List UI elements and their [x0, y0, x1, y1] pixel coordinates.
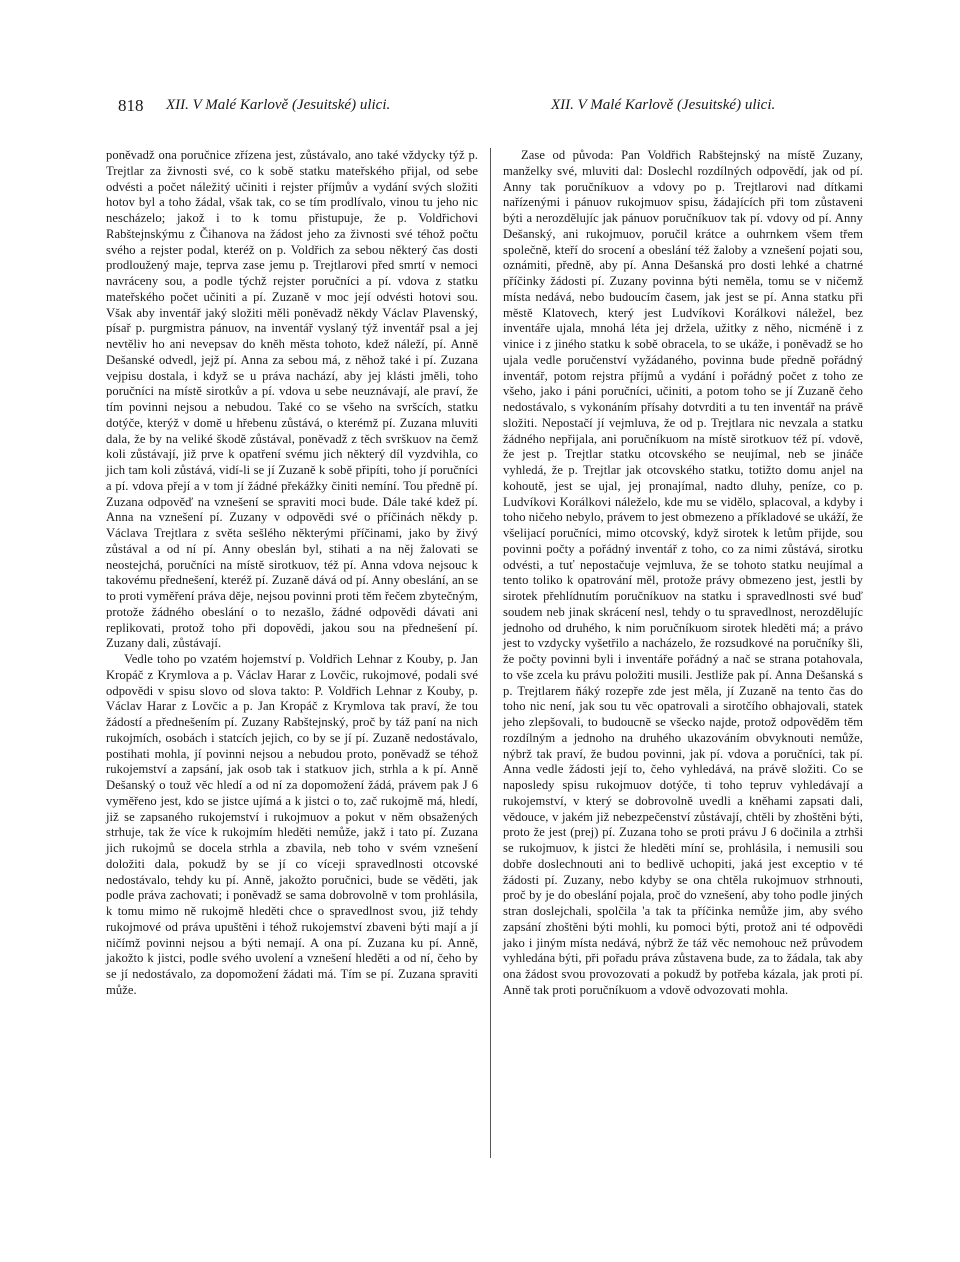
- column-divider: [490, 148, 491, 1158]
- right-column: [503, 148, 863, 999]
- page-number: 818: [118, 96, 144, 115]
- left-paragraph-1: poněvadž ona poručnice zřízena jest, zůstávalo, ano také vždycky týž p. Trejtlar za živnosti své, co k sobě statku mateřského přijal, od sebe odvésti a počet náležitý učiniti i rejster příjmův a vydání svých složiti hotov byl a toho žádal, však tak, co se tím prodlívalo, vinou tu jeho nic nescházelo; jakož i to k tomu přistupuje, že p. Voldřichovi Rabštejnskýmu z Čihanova na žádost jeho za živnosti své téhož počtu svého a rejster podal, kteréž on p. Voldřich za sebou některý čas dosti prodloužený maje, teprva zase jemu p. Trejtlarovi před smrtí v nemoci navráceny sou, a podle týchž rejster poručníci a pí. vdova z statku mateřského počet učiniti a pí. Zuzaně v moc její odvésti hotovi sou. Však aby inventář jaký složiti měli poněvadž někdy Václav Plavenský, písař p. purgmistra pánuov, na inventář vyslaný týž inventář psal a jej nevtěliv ho ani nevepsav do kněh města tohoto, kdež náleží, pí. Anně Dešanské odvedl, jejž pí. Anna za sebou má, z něhož také i pí. Zuzana vejpisu dostala, i když se u práva nachází, aby jej klásti jměli, toho poručníci na místě sirotkův a pí. vdova u sebe neuznávají, ale praví, že tím povinni nejsou a nebudou. Také co se všeho na svršcích, statku dotýče, kterýž v domě u hřebenu zůstává, o kterémž pí. Zuzana mluviti dala, že by na veliké škodě zůstával, poněvadž z těch svrškuov na čemž koli zůstávají, již prve k opatření svému jich některý díl vyzdvihla, co jich tam koli zůstává, vidí-li se jí Zuzaně k sobě připíti, toho jí poručníci a pí. vdova přejí a v tom jí žádné překážky činiti nemíní. Tou předně pí. Zuzana odpověď na vznešení se spraviti moci bude. Dále také kdež pí. Anna na vznešení pí. Zuzany v odpovědi své o příčinách někdy p. Václava Trejtlara z světa sešlého některými příčinami, jako by živý zůstával a od ní pí. Anny obeslán byl, stihati a na něj žalovati se neostejchá, poručníci na místě sirotkuov, též pí. Anna vdova nejsouc k takovému přednešení, kteréž pí. Zuzaně dává od pí. Anny obeslání, an se to proti vyměření práva děje, nejsou povinni proti těm řečem zbytečným, protože žádného obeslání o to nezašlo, žádné odpovědi dávati ani replikovati, protož toho při dopovědi, jakou sou na přednešení pí. Zuzany dali, zůstávají.: [106, 148, 478, 651]
- left-running-head: XII. V Malé Karlově (Jesuitské) ulici.: [166, 97, 391, 113]
- page-header: [0, 96, 960, 120]
- right-paragraph-1: Zase od původa: Pan Voldřich Rabštejnský na místě Zuzany, manželky své, mluviti dal: Doslechl rozdílných odpovědí, jak od pí. Anny tak poručníkuov a vdovy po p. Trejtlarovi nad dítkami nařízenými i pánuov rukojmuov spisu, žádajících při tom zůstaveni býti a nerozdělujíc jak pánuov poručníkuov tak pí. vdovy od pí. Anny Dešanský, ani rukojmuov, poručil krátce a ouhrnkem všem třem společně, kteří do srocení a obeslání též žaloby a vznešení pojati sou, oznámiti, předně, aby pí. Anna Dešanská pro dosti lehké a chatrné příčinky žádosti pí. Zuzany povinna býti neměla, tomu se v ničemž místa nedává, nebo budoucím časem, jak jest se pí. Anna statku při městě Klatovech, který jest Ludvíkovi Korálkovi náležel, bez inventáře ujala, mnohá léta jej držela, užitky z něho, nicméně i z vinice i z jiného statku k sobě obracela, to se ukáže, i poněvadž se ho ujala vedle poručenství vyžádaného, povinna bude předně pořádný inventář, potom rejstra příjmů a vydání i pořádný počet z toho ze všeho, jako i páni poručníci, učiniti, a potom toho se jí Zuzaně čeho nedostávalo, s vykonáním přísahy dotvrditi a tu ten inventář na právě složiti. Nepostačí jí vejmluva, že od p. Trejtlara nic nevzala a statku žádného nepřijala, ani poručníkuom na místě sirotkuov též pí. vdově, že jest p. Trejtlar statku otcovského se neujímal, neb se jináče vyhledá, že p. Trejtlar jak otcovského statku, totižto domu anjel na kohoutě, jest se ujal, jej pronajímal, nadto dluhy, peníze, co p. Ludvíkovi Korálkovi náleželo, kde mu se vidělo, splacoval, a kdyby i toho ničeho nebylo, právem to jest obmezeno a příkladové se ukáží, že všelijací poručníci, mimo otcovský, když sirotek k letům přijde, sou povinni počty a pořádný inventář z toho, co za nimi zůstává, sirotku odvésti, a tuť nepostačuje vejmluva, že se tohoto statku neujímal a tento toliko k opatrování měl, protože právy obmezeno jest, jestli by sirotek přehlídnutím poručníkuov na statku i spravedlnosti své buď soudem neb jinak skrácení nesl, tehdy o tu spravedlnost, nerozdělujíc jednoho od druhého, k nim poručníkuom sirotek hleděti má; a právo jest to vzdycky vyšetřilo a nacházelo, že rozsudkové na poručníky šli, že počty povinni byli i inventáře pořádný a nač se strana potahovala, to vše zcela ku právu položiti musili. Jestliže pak pí. Anna Dešanská s p. Trejtlarem ňáký rozepře zde jest měla, jí Zuzaně na tento čas do toho nic není, jak sou tu věc opatrovali a sirotčího obhajovali, statek jeho zlepšovali, to budoucně se všecko najde, protož odpověděm těm rozdílným a jednoho na druhého ukazováním obvyknouti nemůže, nýbrž tak praví, že budou povinni, jak pí. vdova a poručníci, tak pí. Anna vedle žádosti její to, čeho vyhledává, na právě složiti. Co se naposledy spisu rukojmuov dotýče, ti toho tepruv vyhledávají a rukojemství, v který se dobrovolně uvedli a kněhami zapsati dali, vědouce, v jakém již nebezpečenství zůstávají, chtěli by zhoštěni býti, proto že jest (prej) pí. Zuzana toho se proti právu J 6 dočinila a ztrhši se rukojmuov, k jistci že hleděti míní se, prohlásila, i nemusili sou dobře doslechnouti ani to bedlivě uchopiti, jaká jest exceptio v té žádosti pí. Zuzany, nebo kdyby se ona chtěla rukojmuov strhnouti, proč by je do obeslání pojala, proč do vznešení, aby toho podle jiných stran doslejchali, spolčila 'a tak ta příčinka nemůže jim, aby svého zapsání zhoštěni býti mohli, ku pomoci býti, protož ani té odpovědi jako i jiným místa nedává, nýbrž že táž věc nemohouc než průvodem vyhledána býti, při pořadu práva zůstavena bude, za to žádala, tak aby ona žádost svou provozovati a pokudž by potřeba kázala, jak proti pí. Anně tak proti poručníkuom a vdově odvozovati mohla.: [503, 148, 863, 997]
- left-column: [106, 148, 478, 999]
- left-paragraph-2: Vedle toho po vzatém hojemství p. Voldřich Lehnar z Kouby, p. Jan Kropáč z Krymlova a p. Václav Harar z Lovčic, rukojmové, podali své odpovědi v spisu slovo od slova takto: P. Voldřich Lehnar z Kouby, p. Václav Harar z Lovčic a p. Jan Kropáč z Krymlova tak praví, že tou žádostí a přednešením pí. Zuzany Rabštejnský, proč by táž paní na nich rukojmích, osobách i statcích jejich, co by se jí pí. Zuzaně nedostávalo, postihati mohla, jí povinni nejsou a nebudou proto, poněvadž se téhož rukojemství a zapsání, jak osob tak i statkuov jich, strhla a k pí. Anně Dešanský o touž věc hledí a od ní za dopomožení žádá, právem pak J 6 vyměřeno jest, kdo se jistce ujímá a k jistci o to, zač rukojmě má, hledí, již se zapsaného rukojemství i rukojmuov a pokut v něm obsažených strhuje, tak že více k rukojmím hleděti nemůže, jakž i tato pí. Zuzana jich rukojmů se docela strhla a zbavila, neb toho v svém vznešení doložiti dala, pokudž by se jí co víceji spravedlnosti otcovské nedostávalo, tehdy ku pí. Anně, jakožto poručnici, bude se věděti, jak podle práva zachovati; i poněvadž se sama dobrovolně v tom prohlásila, k tomu mimo ně rukojmě hleděti chce o spravedlnost svou, již tehdy rukojmové od práva upuštěni i téhož rukojemství zbaveni býti mají a jí ničímž povinni nejsou a býti nemají. A ona pí. Zuzana ku pí. Anně, jakožto k jistci, podle svého uvolení a vznešení hleděti a od ní, čeho by se jí nedostávalo, za dopomožení žádati má. Tím se pí. Zuzana spraviti může.: [106, 652, 478, 997]
- right-running-head: XII. V Malé Karlově (Jesuitské) ulici.: [551, 97, 776, 113]
